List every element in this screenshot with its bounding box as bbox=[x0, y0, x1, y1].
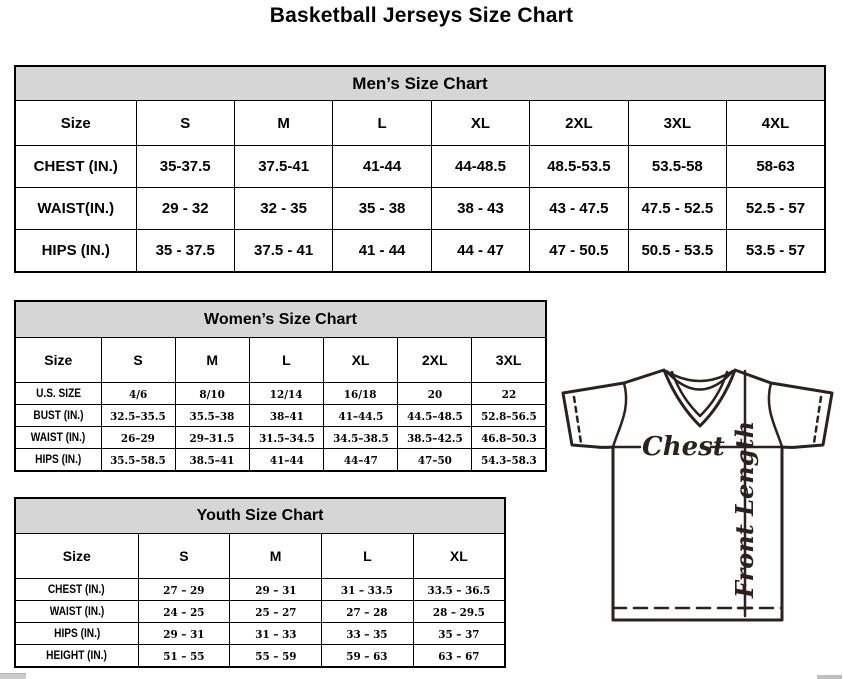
column-header: 2XL bbox=[398, 338, 472, 383]
column-header: 2XL bbox=[530, 101, 628, 146]
size-cell bbox=[413, 579, 505, 601]
column-header: S bbox=[138, 534, 230, 579]
row-label bbox=[15, 383, 101, 405]
column-header: XL bbox=[431, 101, 529, 146]
column-header: Size bbox=[15, 101, 136, 146]
size-cell: 58-63 bbox=[727, 146, 825, 188]
column-header: M bbox=[230, 534, 322, 579]
table-row bbox=[15, 338, 546, 383]
size-cell bbox=[138, 645, 230, 668]
horizontal-scrollbar-fragment[interactable] bbox=[817, 675, 842, 679]
size-value: 55 – 59 bbox=[255, 648, 297, 663]
size-cell: 44 - 47 bbox=[431, 230, 529, 273]
size-cell: 37.5-41 bbox=[234, 146, 332, 188]
table-row bbox=[15, 498, 505, 534]
column-header: L bbox=[249, 338, 323, 383]
size-cell bbox=[138, 601, 230, 623]
row-label: CHEST (IN.) bbox=[15, 146, 136, 188]
size-cell bbox=[472, 449, 546, 472]
size-value: 35 – 37 bbox=[438, 626, 480, 641]
size-cell: 35 - 37.5 bbox=[136, 230, 234, 273]
size-value: 27 – 29 bbox=[163, 582, 205, 597]
size-value: 38.5–42.5 bbox=[406, 430, 463, 445]
size-cell bbox=[323, 383, 397, 405]
table-row bbox=[15, 146, 825, 188]
table-row bbox=[15, 534, 505, 579]
size-cell bbox=[323, 449, 397, 472]
size-value: 35.5–58.5 bbox=[110, 452, 166, 467]
size-cell: 38 - 43 bbox=[431, 188, 529, 230]
table-row bbox=[15, 301, 546, 338]
size-cell bbox=[175, 427, 249, 449]
row-label-text: HEIGHT (IN.) bbox=[46, 649, 108, 662]
row-label-text: U.S. SIZE bbox=[35, 387, 81, 400]
size-cell bbox=[472, 383, 546, 405]
row-label-text: HIPS (IN.) bbox=[53, 627, 100, 640]
size-value: 51 – 55 bbox=[163, 648, 205, 663]
table-row bbox=[15, 623, 505, 645]
row-label: WAIST(IN.) bbox=[15, 188, 136, 230]
column-header: 4XL bbox=[727, 101, 825, 146]
size-value: 24 – 25 bbox=[163, 604, 205, 619]
column-header: S bbox=[136, 101, 234, 146]
table-row bbox=[15, 101, 825, 146]
row-label bbox=[15, 623, 138, 645]
mens-table-caption: Men’s Size Chart bbox=[15, 66, 825, 101]
jersey-diagram-icon bbox=[554, 354, 843, 630]
size-value: 34.5–38.5 bbox=[332, 430, 389, 445]
column-header: S bbox=[101, 338, 175, 383]
row-label bbox=[15, 645, 138, 668]
size-cell bbox=[175, 383, 249, 405]
size-cell bbox=[322, 645, 414, 668]
table-row bbox=[15, 66, 825, 101]
size-cell bbox=[322, 623, 414, 645]
horizontal-scrollbar-thumb[interactable] bbox=[0, 673, 26, 679]
row-label bbox=[15, 579, 138, 601]
size-value: 47–50 bbox=[417, 452, 452, 467]
row-label bbox=[15, 449, 101, 472]
size-cell: 32 - 35 bbox=[234, 188, 332, 230]
youth-size-table bbox=[14, 497, 506, 668]
size-cell: 37.5 - 41 bbox=[234, 230, 332, 273]
size-cell bbox=[323, 405, 397, 427]
size-cell bbox=[175, 405, 249, 427]
size-cell: 35 - 38 bbox=[333, 188, 431, 230]
size-value: 38.5–41 bbox=[189, 452, 235, 467]
row-label bbox=[15, 405, 101, 427]
size-cell bbox=[249, 405, 323, 427]
size-cell: 43 - 47.5 bbox=[530, 188, 628, 230]
youth-table-caption: Youth Size Chart bbox=[15, 498, 505, 534]
table-row bbox=[15, 579, 505, 601]
size-cell bbox=[101, 383, 175, 405]
size-cell bbox=[413, 623, 505, 645]
table-row bbox=[15, 645, 505, 668]
chest-measurement-label: Chest bbox=[642, 432, 725, 462]
size-cell bbox=[101, 405, 175, 427]
size-cell: 44-48.5 bbox=[431, 146, 529, 188]
page-title: Basketball Jerseys Size Chart bbox=[269, 4, 574, 27]
size-cell bbox=[230, 645, 322, 668]
size-value: 38–41 bbox=[269, 408, 304, 423]
size-value: 46.8–50.3 bbox=[480, 430, 537, 445]
size-value: 16/18 bbox=[344, 386, 377, 401]
size-cell: 41-44 bbox=[333, 146, 431, 188]
size-cell bbox=[230, 601, 322, 623]
size-cell: 52.5 - 57 bbox=[727, 188, 825, 230]
column-header: XL bbox=[323, 338, 397, 383]
row-label bbox=[15, 427, 101, 449]
size-cell bbox=[472, 405, 546, 427]
size-cell bbox=[398, 405, 472, 427]
jersey-measurement-diagram bbox=[554, 354, 843, 630]
size-cell: 47 - 50.5 bbox=[530, 230, 628, 273]
size-value: 63 – 67 bbox=[438, 648, 480, 663]
column-header: XL bbox=[413, 534, 505, 579]
size-cell: 41 - 44 bbox=[333, 230, 431, 273]
size-value: 54.3–58.3 bbox=[480, 452, 537, 467]
table-row bbox=[15, 449, 546, 472]
row-label: HIPS (IN.) bbox=[15, 230, 136, 273]
size-cell bbox=[101, 449, 175, 472]
size-value: 33 – 35 bbox=[346, 626, 388, 641]
womens-table-caption: Women’s Size Chart bbox=[15, 301, 546, 338]
column-header: L bbox=[322, 534, 414, 579]
size-cell: 35-37.5 bbox=[136, 146, 234, 188]
size-cell bbox=[175, 449, 249, 472]
column-header: M bbox=[234, 101, 332, 146]
size-cell bbox=[249, 383, 323, 405]
size-cell bbox=[323, 427, 397, 449]
column-header: L bbox=[333, 101, 431, 146]
size-value: 52.8–56.5 bbox=[480, 408, 537, 423]
mens-size-table bbox=[14, 65, 826, 273]
size-value: 31.5–34.5 bbox=[258, 430, 315, 445]
size-value: 25 – 27 bbox=[255, 604, 297, 619]
size-cell bbox=[230, 579, 322, 601]
womens-size-table bbox=[14, 300, 547, 472]
size-value: 22 bbox=[501, 386, 516, 401]
row-label-text: CHEST (IN.) bbox=[48, 583, 106, 596]
size-cell bbox=[230, 623, 322, 645]
front-length-measurement-label: Front Length bbox=[730, 420, 759, 598]
column-header: 3XL bbox=[628, 101, 726, 146]
row-label-text: WAIST (IN.) bbox=[49, 605, 105, 618]
size-cell: 50.5 - 53.5 bbox=[628, 230, 726, 273]
row-label-text: WAIST (IN.) bbox=[30, 431, 86, 444]
size-value: 29 – 31 bbox=[255, 582, 297, 597]
table-row bbox=[15, 230, 825, 273]
size-cell: 53.5 - 57 bbox=[727, 230, 825, 273]
size-cell bbox=[138, 623, 230, 645]
size-cell bbox=[413, 645, 505, 668]
size-value: 26–29 bbox=[121, 430, 156, 445]
size-cell: 29 - 32 bbox=[136, 188, 234, 230]
size-value: 41–44 bbox=[269, 452, 304, 467]
size-value: 35.5–38 bbox=[189, 408, 235, 423]
size-cell: 47.5 - 52.5 bbox=[628, 188, 726, 230]
size-value: 8/10 bbox=[199, 386, 225, 401]
size-cell bbox=[101, 427, 175, 449]
size-value: 28 – 29.5 bbox=[432, 604, 485, 619]
size-value: 4/6 bbox=[128, 386, 148, 401]
size-cell bbox=[413, 601, 505, 623]
size-value: 31 – 33.5 bbox=[341, 582, 394, 597]
size-value: 44.5–48.5 bbox=[406, 408, 463, 423]
size-value: 31 – 33 bbox=[255, 626, 297, 641]
size-cell bbox=[138, 579, 230, 601]
size-value: 41–44.5 bbox=[338, 408, 383, 423]
row-label-text: BUST (IN.) bbox=[33, 409, 84, 422]
column-header: 3XL bbox=[472, 338, 546, 383]
size-value: 33.5 – 36.5 bbox=[427, 582, 491, 597]
size-value: 32.5–35.5 bbox=[110, 408, 166, 423]
column-header: Size bbox=[15, 338, 101, 383]
table-row bbox=[15, 383, 546, 405]
table-row bbox=[15, 601, 505, 623]
row-label bbox=[15, 601, 138, 623]
size-cell bbox=[398, 383, 472, 405]
size-value: 44–47 bbox=[343, 452, 378, 467]
table-row bbox=[15, 188, 825, 230]
size-cell bbox=[472, 427, 546, 449]
size-cell bbox=[398, 449, 472, 472]
size-value: 12/14 bbox=[270, 386, 303, 401]
size-cell bbox=[322, 579, 414, 601]
size-cell bbox=[249, 449, 323, 472]
size-value: 20 bbox=[427, 386, 442, 401]
row-label-text: HIPS (IN.) bbox=[35, 453, 82, 466]
table-row bbox=[15, 427, 546, 449]
size-value: 29–31.5 bbox=[189, 430, 235, 445]
size-cell bbox=[322, 601, 414, 623]
column-header: Size bbox=[15, 534, 138, 579]
size-cell bbox=[249, 427, 323, 449]
size-cell: 48.5-53.5 bbox=[530, 146, 628, 188]
size-cell: 53.5-58 bbox=[628, 146, 726, 188]
size-value: 59 – 63 bbox=[346, 648, 388, 663]
size-value: 29 – 31 bbox=[163, 626, 205, 641]
column-header: M bbox=[175, 338, 249, 383]
size-value: 27 – 28 bbox=[346, 604, 388, 619]
table-row bbox=[15, 405, 546, 427]
size-cell bbox=[398, 427, 472, 449]
